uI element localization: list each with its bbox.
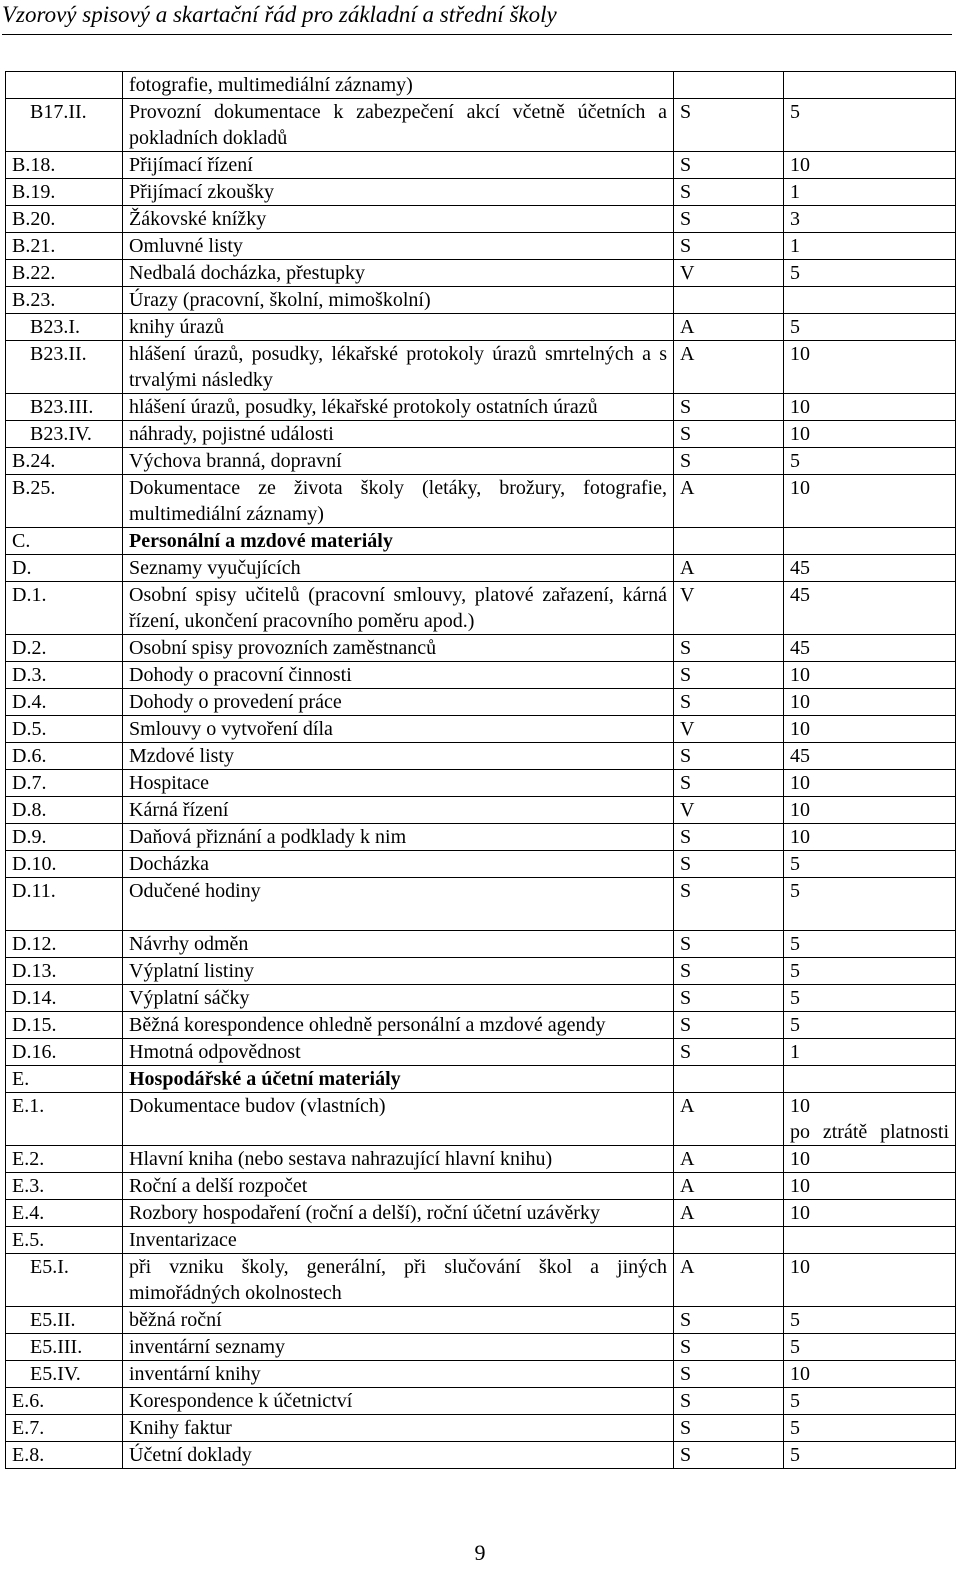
table-row	[6, 555, 956, 582]
item-description: náhrady, pojistné události	[123, 421, 674, 448]
retention-period	[784, 1012, 956, 1039]
retention-years: 45	[790, 745, 810, 767]
table-row	[6, 635, 956, 662]
table-row	[6, 394, 956, 421]
retention-period	[784, 206, 956, 233]
retention-years: 5	[790, 1014, 800, 1036]
shredding-mark: S	[674, 635, 784, 662]
retention-years: 10	[790, 1095, 810, 1117]
shredding-mark: V	[674, 716, 784, 743]
item-description: Přijímací řízení	[123, 152, 674, 179]
item-code: B17.II.	[6, 99, 123, 152]
item-description: Daňová přiznání a podklady k nim	[123, 824, 674, 851]
table-row	[6, 1227, 956, 1254]
retention-years: 1	[790, 181, 800, 203]
shredding-mark	[674, 287, 784, 314]
document-title: Vzorový spisový a skartační řád pro základní a střední školy	[2, 2, 557, 27]
retention-years: 10	[790, 664, 810, 686]
item-description: Inventarizace	[123, 1227, 674, 1254]
item-description: Běžná korespondence ohledně personální a mzdové agendy	[123, 1012, 674, 1039]
retention-period	[784, 1173, 956, 1200]
item-description: Hmotná odpovědnost	[123, 1039, 674, 1066]
item-code: E5.III.	[6, 1334, 123, 1361]
table-row	[6, 958, 956, 985]
item-description	[123, 1066, 674, 1093]
item-description: Žákovské knížky	[123, 206, 674, 233]
retention-period	[784, 72, 956, 99]
retention-years: 5	[790, 933, 800, 955]
item-description: Úrazy (pracovní, školní, mimoškolní)	[123, 287, 674, 314]
table-row	[6, 475, 956, 528]
table-row	[6, 341, 956, 394]
item-description: Omluvné listy	[123, 233, 674, 260]
item-description: Nedbalá docházka, přestupky	[123, 260, 674, 287]
retention-years: 5	[790, 1444, 800, 1466]
shredding-mark: A	[674, 1173, 784, 1200]
shredding-mark: S	[674, 770, 784, 797]
item-code: B.18.	[6, 152, 123, 179]
shredding-mark: S	[674, 1415, 784, 1442]
item-description: Odučené hodiny	[123, 878, 674, 931]
retention-period	[784, 797, 956, 824]
item-code: B.19.	[6, 179, 123, 206]
retention-years: 5	[790, 880, 800, 902]
item-description: inventární seznamy	[123, 1334, 674, 1361]
table-row	[6, 931, 956, 958]
item-description: Provozní dokumentace k zabezpečení akcí včetně účetních a pokladních dokladů	[123, 99, 674, 152]
table-row	[6, 1146, 956, 1173]
retention-period	[784, 1093, 956, 1146]
retention-years: 1	[790, 1041, 800, 1063]
table-row	[6, 1200, 956, 1227]
retention-period	[784, 1200, 956, 1227]
retention-period	[784, 152, 956, 179]
table-row	[6, 716, 956, 743]
item-description: při vzniku školy, generální, při slučování škol a jiných mimořádných okolnostech	[123, 1254, 674, 1307]
item-description: běžná roční	[123, 1307, 674, 1334]
retention-period	[784, 341, 956, 394]
table-row	[6, 1388, 956, 1415]
retention-period	[784, 233, 956, 260]
retention-years: 5	[790, 853, 800, 875]
item-code: D.11.	[6, 878, 123, 931]
item-description: fotografie, multimediální záznamy)	[123, 72, 674, 99]
table-row	[6, 582, 956, 635]
retention-years: 10	[790, 1202, 810, 1224]
item-description: Kárná řízení	[123, 797, 674, 824]
retention-period	[784, 1254, 956, 1307]
shredding-mark: A	[674, 1093, 784, 1146]
retention-years: 45	[790, 557, 810, 579]
retention-period	[784, 314, 956, 341]
shredding-mark: S	[674, 152, 784, 179]
item-description: hlášení úrazů, posudky, lékařské protokoly ostatních úrazů	[123, 394, 674, 421]
retention-period	[784, 1146, 956, 1173]
retention-period	[784, 931, 956, 958]
shredding-mark: S	[674, 1039, 784, 1066]
table-row	[6, 824, 956, 851]
table-row	[6, 287, 956, 314]
item-code: D.13.	[6, 958, 123, 985]
table-row	[6, 1334, 956, 1361]
table-row	[6, 662, 956, 689]
item-code: D.14.	[6, 985, 123, 1012]
item-description: Knihy faktur	[123, 1415, 674, 1442]
shredding-mark: A	[674, 1200, 784, 1227]
shredding-plan-table	[5, 71, 956, 1469]
item-code: E.6.	[6, 1388, 123, 1415]
retention-years: 10	[790, 396, 810, 418]
retention-period	[784, 528, 956, 555]
shredding-mark: S	[674, 1361, 784, 1388]
item-code: E.	[6, 1066, 123, 1093]
shredding-mark: S	[674, 1334, 784, 1361]
shredding-mark: S	[674, 985, 784, 1012]
retention-years: 5	[790, 1309, 800, 1331]
shredding-mark: V	[674, 797, 784, 824]
item-code: B23.I.	[6, 314, 123, 341]
shredding-mark: A	[674, 555, 784, 582]
item-code: E5.II.	[6, 1307, 123, 1334]
retention-period	[784, 1307, 956, 1334]
item-code: D.5.	[6, 716, 123, 743]
table-row	[6, 260, 956, 287]
retention-years: 10	[790, 1256, 810, 1278]
item-code: E5.I.	[6, 1254, 123, 1307]
table-row	[6, 528, 956, 555]
shredding-mark: S	[674, 1442, 784, 1469]
item-code: D.1.	[6, 582, 123, 635]
retention-period	[784, 394, 956, 421]
table-row	[6, 1361, 956, 1388]
running-header	[2, 0, 952, 35]
retention-period	[784, 716, 956, 743]
table-row	[6, 1415, 956, 1442]
retention-years: 5	[790, 1390, 800, 1412]
retention-years: 1	[790, 235, 800, 257]
retention-period	[784, 878, 956, 931]
retention-years: 10	[790, 1175, 810, 1197]
item-description: Návrhy odměn	[123, 931, 674, 958]
shredding-mark: S	[674, 743, 784, 770]
item-description: Osobní spisy učitelů (pracovní smlouvy, platové zařazení, kárná řízení, ukončení pracovního poměru apod.)	[123, 582, 674, 635]
retention-years: 45	[790, 637, 810, 659]
retention-years: 5	[790, 987, 800, 1009]
retention-years: 10	[790, 1148, 810, 1170]
item-code: E.5.	[6, 1227, 123, 1254]
table-row	[6, 689, 956, 716]
shredding-mark: S	[674, 824, 784, 851]
retention-period	[784, 689, 956, 716]
retention-years: 3	[790, 208, 800, 230]
table-row	[6, 1307, 956, 1334]
retention-years: 45	[790, 584, 810, 606]
item-code: E5.IV.	[6, 1361, 123, 1388]
retention-period	[784, 1227, 956, 1254]
table-row	[6, 851, 956, 878]
item-code: B23.III.	[6, 394, 123, 421]
table-row	[6, 179, 956, 206]
item-description: Smlouvy o vytvoření díla	[123, 716, 674, 743]
shredding-mark: A	[674, 1146, 784, 1173]
table-row	[6, 233, 956, 260]
retention-period	[784, 1388, 956, 1415]
shredding-mark	[674, 72, 784, 99]
retention-period	[784, 662, 956, 689]
shredding-mark: A	[674, 341, 784, 394]
table-row	[6, 1066, 956, 1093]
retention-period	[784, 743, 956, 770]
item-description: Dokumentace budov (vlastních)	[123, 1093, 674, 1146]
item-description: Účetní doklady	[123, 1442, 674, 1469]
item-code: D.7.	[6, 770, 123, 797]
retention-years: 10	[790, 772, 810, 794]
item-code: E.4.	[6, 1200, 123, 1227]
retention-period	[784, 1334, 956, 1361]
retention-note: po ztrátě platnosti	[790, 1121, 949, 1143]
item-description: Přijímací zkoušky	[123, 179, 674, 206]
shredding-mark: S	[674, 1307, 784, 1334]
shredding-mark	[674, 1066, 784, 1093]
shredding-mark	[674, 528, 784, 555]
item-code: D.16.	[6, 1039, 123, 1066]
shredding-mark: A	[674, 1254, 784, 1307]
retention-years: 10	[790, 826, 810, 848]
retention-period	[784, 179, 956, 206]
item-code: E.3.	[6, 1173, 123, 1200]
table-row	[6, 448, 956, 475]
shredding-mark: S	[674, 1012, 784, 1039]
shredding-mark: S	[674, 233, 784, 260]
retention-years: 5	[790, 1336, 800, 1358]
retention-period	[784, 287, 956, 314]
table-row	[6, 206, 956, 233]
retention-period	[784, 824, 956, 851]
shredding-mark: S	[674, 179, 784, 206]
table-row	[6, 1173, 956, 1200]
section-heading: Personální a mzdové materiály	[129, 530, 393, 552]
retention-years: 10	[790, 691, 810, 713]
item-code: B.22.	[6, 260, 123, 287]
table-row	[6, 770, 956, 797]
table-row	[6, 985, 956, 1012]
item-code: D.6.	[6, 743, 123, 770]
table-row	[6, 152, 956, 179]
item-code: E.2.	[6, 1146, 123, 1173]
item-description: Výplatní sáčky	[123, 985, 674, 1012]
shredding-mark: S	[674, 851, 784, 878]
retention-period	[784, 958, 956, 985]
table-row	[6, 878, 956, 931]
retention-period	[784, 1039, 956, 1066]
item-code: D.	[6, 555, 123, 582]
shredding-mark: S	[674, 1388, 784, 1415]
item-code: D.12.	[6, 931, 123, 958]
table-row	[6, 1254, 956, 1307]
item-code: E.1.	[6, 1093, 123, 1146]
retention-period	[784, 555, 956, 582]
item-description: Výplatní listiny	[123, 958, 674, 985]
retention-years: 5	[790, 316, 800, 338]
item-description: Hospitace	[123, 770, 674, 797]
retention-years: 10	[790, 154, 810, 176]
retention-period	[784, 260, 956, 287]
retention-period	[784, 770, 956, 797]
shredding-mark: S	[674, 99, 784, 152]
item-code: D.15.	[6, 1012, 123, 1039]
item-code: B.21.	[6, 233, 123, 260]
item-code: C.	[6, 528, 123, 555]
item-code: B23.IV.	[6, 421, 123, 448]
page-number: 9	[474, 1540, 486, 1565]
item-description: Osobní spisy provozních zaměstnanců	[123, 635, 674, 662]
shredding-mark: S	[674, 421, 784, 448]
item-code: B.23.	[6, 287, 123, 314]
shredding-mark: S	[674, 931, 784, 958]
retention-years: 10	[790, 718, 810, 740]
item-description: Roční a delší rozpočet	[123, 1173, 674, 1200]
item-description: knihy úrazů	[123, 314, 674, 341]
item-code: D.8.	[6, 797, 123, 824]
retention-years: 10	[790, 477, 810, 499]
table-row	[6, 314, 956, 341]
item-description: Docházka	[123, 851, 674, 878]
shredding-mark: S	[674, 689, 784, 716]
table-row	[6, 797, 956, 824]
retention-period	[784, 635, 956, 662]
shredding-mark: S	[674, 958, 784, 985]
section-heading: Hospodářské a účetní materiály	[129, 1068, 401, 1090]
item-code: D.3.	[6, 662, 123, 689]
item-description: inventární knihy	[123, 1361, 674, 1388]
shredding-mark	[674, 1227, 784, 1254]
item-code: B.24.	[6, 448, 123, 475]
item-code: E.7.	[6, 1415, 123, 1442]
table-row	[6, 1442, 956, 1469]
item-code: B.20.	[6, 206, 123, 233]
shredding-mark: S	[674, 448, 784, 475]
retention-years: 10	[790, 343, 810, 365]
item-description: hlášení úrazů, posudky, lékařské protokoly úrazů smrtelných a s trvalými následky	[123, 341, 674, 394]
retention-period	[784, 421, 956, 448]
table-row	[6, 1039, 956, 1066]
shredding-mark: S	[674, 662, 784, 689]
shredding-mark: A	[674, 475, 784, 528]
retention-period	[784, 1066, 956, 1093]
table-body	[6, 72, 956, 1469]
retention-period	[784, 851, 956, 878]
retention-years: 5	[790, 1417, 800, 1439]
item-description: Dohody o provedení práce	[123, 689, 674, 716]
item-code: D.4.	[6, 689, 123, 716]
table-row	[6, 743, 956, 770]
retention-years: 5	[790, 960, 800, 982]
shredding-mark: S	[674, 878, 784, 931]
item-description: Korespondence k účetnictví	[123, 1388, 674, 1415]
table-row	[6, 421, 956, 448]
item-description: Seznamy vyučujících	[123, 555, 674, 582]
retention-period	[784, 582, 956, 635]
item-description: Dohody o pracovní činnosti	[123, 662, 674, 689]
shredding-mark: V	[674, 260, 784, 287]
item-description	[123, 528, 674, 555]
item-description: Hlavní kniha (nebo sestava nahrazující hlavní knihu)	[123, 1146, 674, 1173]
item-description: Výchova branná, dopravní	[123, 448, 674, 475]
item-code: B23.II.	[6, 341, 123, 394]
retention-years: 5	[790, 262, 800, 284]
retention-period	[784, 475, 956, 528]
retention-period	[784, 99, 956, 152]
retention-period	[784, 448, 956, 475]
retention-years: 5	[790, 450, 800, 472]
shredding-mark: A	[674, 314, 784, 341]
item-code: D.9.	[6, 824, 123, 851]
item-description: Dokumentace ze života školy (letáky, brožury, fotografie, multimediální záznamy)	[123, 475, 674, 528]
table-row	[6, 1012, 956, 1039]
retention-period	[784, 1442, 956, 1469]
shredding-mark: S	[674, 206, 784, 233]
item-code: D.2.	[6, 635, 123, 662]
retention-years: 5	[790, 101, 800, 123]
table-row	[6, 1093, 956, 1146]
retention-years: 10	[790, 799, 810, 821]
item-description: Rozbory hospodaření (roční a delší), roční účetní uzávěrky	[123, 1200, 674, 1227]
table-row	[6, 72, 956, 99]
table-row	[6, 99, 956, 152]
retention-period	[784, 1415, 956, 1442]
item-code: E.8.	[6, 1442, 123, 1469]
shredding-mark: V	[674, 582, 784, 635]
retention-period	[784, 1361, 956, 1388]
item-code: B.25.	[6, 475, 123, 528]
item-description: Mzdové listy	[123, 743, 674, 770]
item-code: D.10.	[6, 851, 123, 878]
retention-years: 10	[790, 1363, 810, 1385]
retention-years: 10	[790, 423, 810, 445]
shredding-mark: S	[674, 394, 784, 421]
item-code	[6, 72, 123, 99]
retention-period	[784, 985, 956, 1012]
